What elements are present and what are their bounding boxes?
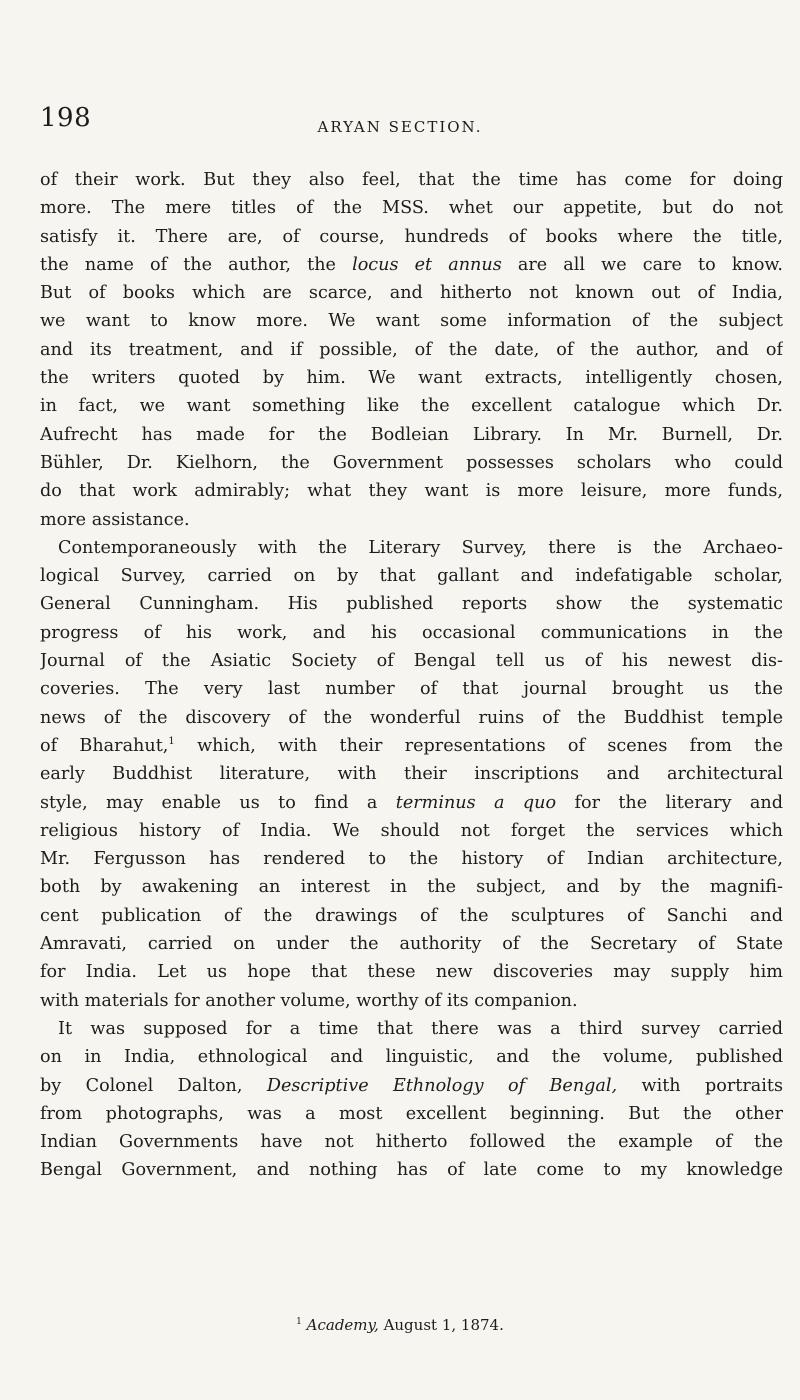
text-line: news of the discovery of the wonderful ruins of the Buddhist temple [40,707,783,728]
text-line [40,251,783,279]
text-segment: of Bharahut, [40,735,169,756]
text-line: But of books which are scarce, and hitherto not known out of India, [40,283,783,304]
text-line: on in India, ethnological and linguistic, and the volume, published [40,1047,783,1068]
text-line: with materials for another volume, worthy of its companion. [40,990,578,1011]
text-line [40,1072,783,1100]
text-line [40,732,783,760]
page-number: 198 [40,103,92,133]
text-line: Mr. Fergusson has rendered to the history of Indian architecture, [40,849,783,870]
text-line: Bühler, Dr. Kielhorn, the Government possesses scholars who could [40,452,783,473]
text-segment: Descriptive Ethnology of Bengal, [266,1075,618,1096]
text-segment: terminus a quo [395,792,557,813]
text-line: Journal of the Asiatic Society of Bengal tell us of his newest dis- [40,651,783,672]
text-line: from photographs, was a most excellent beginning. But the other [40,1103,783,1124]
text-line: we want to know more. We want some information of the subject [40,311,783,332]
text-segment: by Colonel Dalton, [40,1075,267,1096]
body-text [40,166,783,1185]
text-segment: for the literary and [556,792,783,813]
text-segment: are all we care to know. [501,254,783,275]
footnote-date: August 1, 1874. [378,1316,504,1334]
text-line: and its treatment, and if possible, of the date, of the author, and of [40,339,783,360]
text-line: do that work admirably; what they want is more leisure, more funds, [40,481,783,502]
text-line: satisfy it. There are, of course, hundreds of books where the title, [40,226,783,247]
text-line: of their work. But they also feel, that the time has come for doing [40,170,783,190]
text-line: Amravati, carried on under the authority of the Secretary of State [40,934,783,955]
text-line: Contemporaneously with the Literary Survey, there is the Archaeo- [58,537,783,558]
text-line: General Cunningham. His published reports show the systematic [40,594,783,615]
footnote-source: Academy, [306,1316,379,1334]
text-line: cent publication of the drawings of the sculptures of Sanchi and [40,905,783,926]
text-line: religious history of India. We should not forget the services which [40,820,783,841]
text-segment: 1 [168,736,175,748]
text-segment: locus et annus [352,254,502,275]
text-line: Aufrecht has made for the Bodleian Library. In Mr. Burnell, Dr. [40,424,783,445]
footnote-marker: 1 [296,1317,302,1327]
text-segment: with portraits [617,1075,783,1096]
text-line: more. The mere titles of the MSS. whet our appetite, but do not [40,198,783,219]
text-line: both by awakening an interest in the subject, and by the magnifi- [40,877,783,898]
text-line: early Buddhist literature, with their inscriptions and architectural [40,764,783,785]
text-line: Indian Governments have not hitherto followed the example of the [40,1132,783,1153]
footnote [0,1316,800,1334]
text-line: Bengal Government, and nothing has of late come to my knowledge [40,1160,783,1181]
text-segment: which, with their representations of scenes from the [174,735,783,756]
text-line [40,789,783,817]
running-head: ARYAN SECTION. [317,118,483,136]
text-segment: style, may enable us to find a [40,792,396,813]
text-line: in fact, we want something like the excellent catalogue which Dr. [40,396,783,417]
text-segment: the name of the author, the [40,254,353,275]
text-line: progress of his work, and his occasional communications in the [40,622,783,643]
text-line: the writers quoted by him. We want extracts, intelligently chosen, [40,368,783,389]
text-line: more assistance. [40,509,190,530]
text-line: for India. Let us hope that these new discoveries may supply him [40,962,783,983]
text-line: coveries. The very last number of that journal brought us the [40,679,783,700]
text-line: It was supposed for a time that there was a third survey carried [58,1018,783,1039]
text-line: logical Survey, carried on by that gallant and indefatigable scholar, [40,566,783,587]
